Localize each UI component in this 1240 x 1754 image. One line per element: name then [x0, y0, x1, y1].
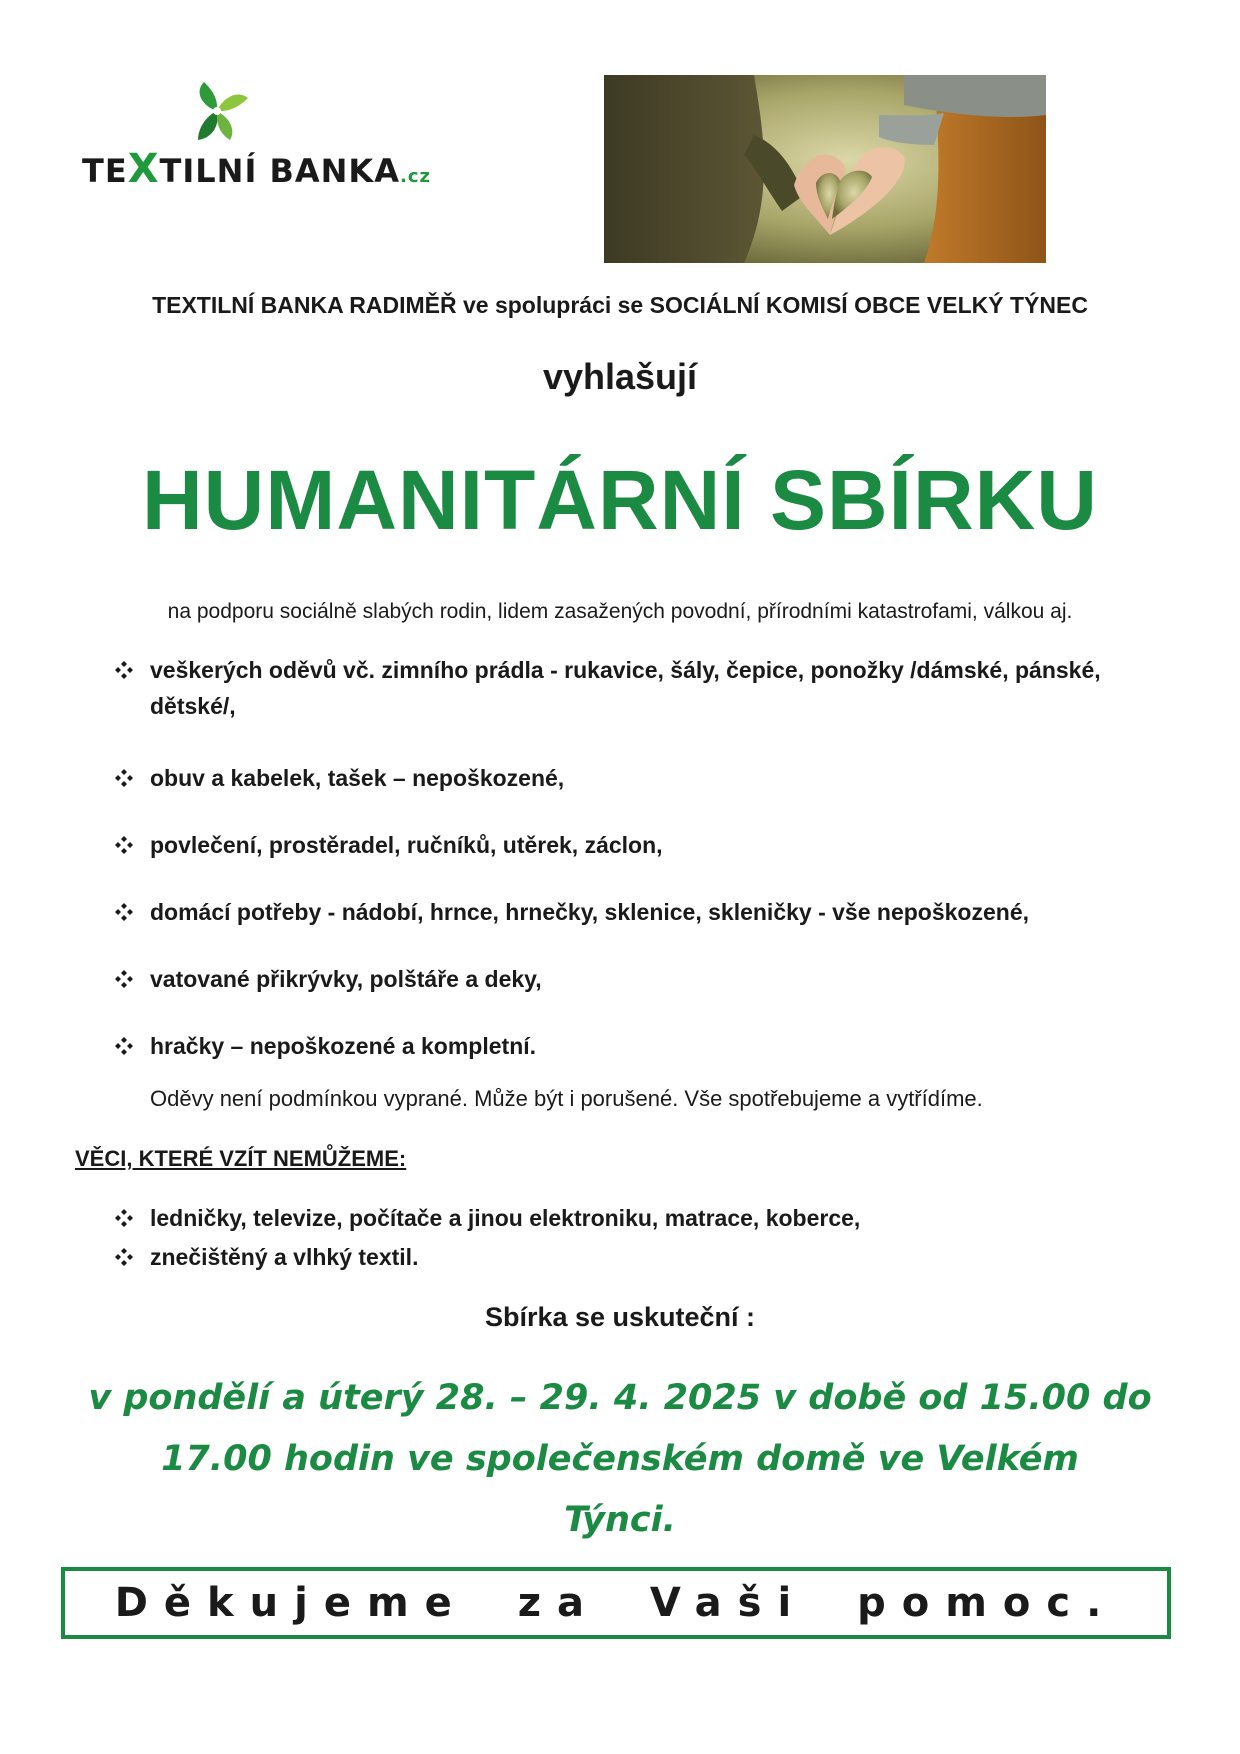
logo-wordmark: TEXTILNÍ BANKA.cz — [82, 146, 431, 192]
condition-note: Oděvy není podmínkou vyprané. Může být i porušené. Vše spotřebujeme a vytřídíme. — [150, 1086, 983, 1111]
organizers-intro: TEXTILNÍ BANKA RADIMĚŘ ve spolupráci se SOCIÁLNÍ KOMISÍ OBCE VELKÝ TÝNEC — [152, 292, 1088, 318]
list-item: domácí potřeby - nádobí, hrnce, hrnečky, sklenice, skleničky - vše nepoškozené, — [110, 894, 1150, 930]
list-item: vatované přikrývky, polštáře a deky, — [110, 961, 1150, 997]
diamond-bullet-icon — [114, 1036, 134, 1056]
diamond-bullet-icon — [114, 835, 134, 855]
collection-date-label: Sbírka se uskuteční : — [484, 1302, 756, 1332]
list-item: hračky – nepoškozené a kompletní. — [110, 1028, 1150, 1064]
list-item: znečištěný a vlhký textil. — [110, 1239, 1150, 1275]
textilni-banka-logo — [82, 78, 431, 198]
not-accepted-heading: VĚCI, KTERÉ VZÍT NEMŮŽEME: — [75, 1146, 407, 1171]
collection-date-text — [60, 1368, 1180, 1551]
list-item: povlečení, prostěradel, ručníků, utěrek, záclon, — [110, 827, 1150, 863]
leaf-swirl-icon — [182, 78, 252, 144]
thank-you-box — [61, 1567, 1171, 1639]
thank-you-text: Děkujeme za Vaši pomoc. — [114, 1580, 1118, 1626]
list-item: veškerých oděvů vč. zimního prádla - rukavice, šály, čepice, ponožky /dámské, pánské, dětské/, — [110, 652, 1150, 724]
diamond-bullet-icon — [114, 902, 134, 922]
not-accepted-list — [110, 1200, 1150, 1278]
diamond-bullet-icon — [114, 660, 134, 680]
list-item: ledničky, televize, počítače a jinou elektroniku, matrace, koberce, — [110, 1200, 1150, 1236]
date-line: Týnci. — [564, 1500, 676, 1540]
date-line: 17.00 hodin ve společenském domě ve Velkém — [161, 1439, 1079, 1479]
announce-verb: vyhlašují — [542, 356, 698, 397]
page-title: HUMANITÁRNÍ SBÍRKU — [142, 453, 1098, 547]
list-item: obuv a kabelek, tašek – nepoškozené, — [110, 760, 1150, 796]
diamond-bullet-icon — [114, 1208, 134, 1228]
accepted-items-list — [110, 652, 1150, 1095]
heart-hands-photo — [604, 75, 1046, 263]
diamond-bullet-icon — [114, 1247, 134, 1267]
date-line: v pondělí a úterý 28. – 29. 4. 2025 v době od 15.00 do — [88, 1378, 1152, 1418]
purpose-text: na podporu sociálně slabých rodin, lidem zasažených povodní, přírodními katastrofami, válkou aj. — [167, 600, 1073, 623]
diamond-bullet-icon — [114, 768, 134, 788]
diamond-bullet-icon — [114, 969, 134, 989]
